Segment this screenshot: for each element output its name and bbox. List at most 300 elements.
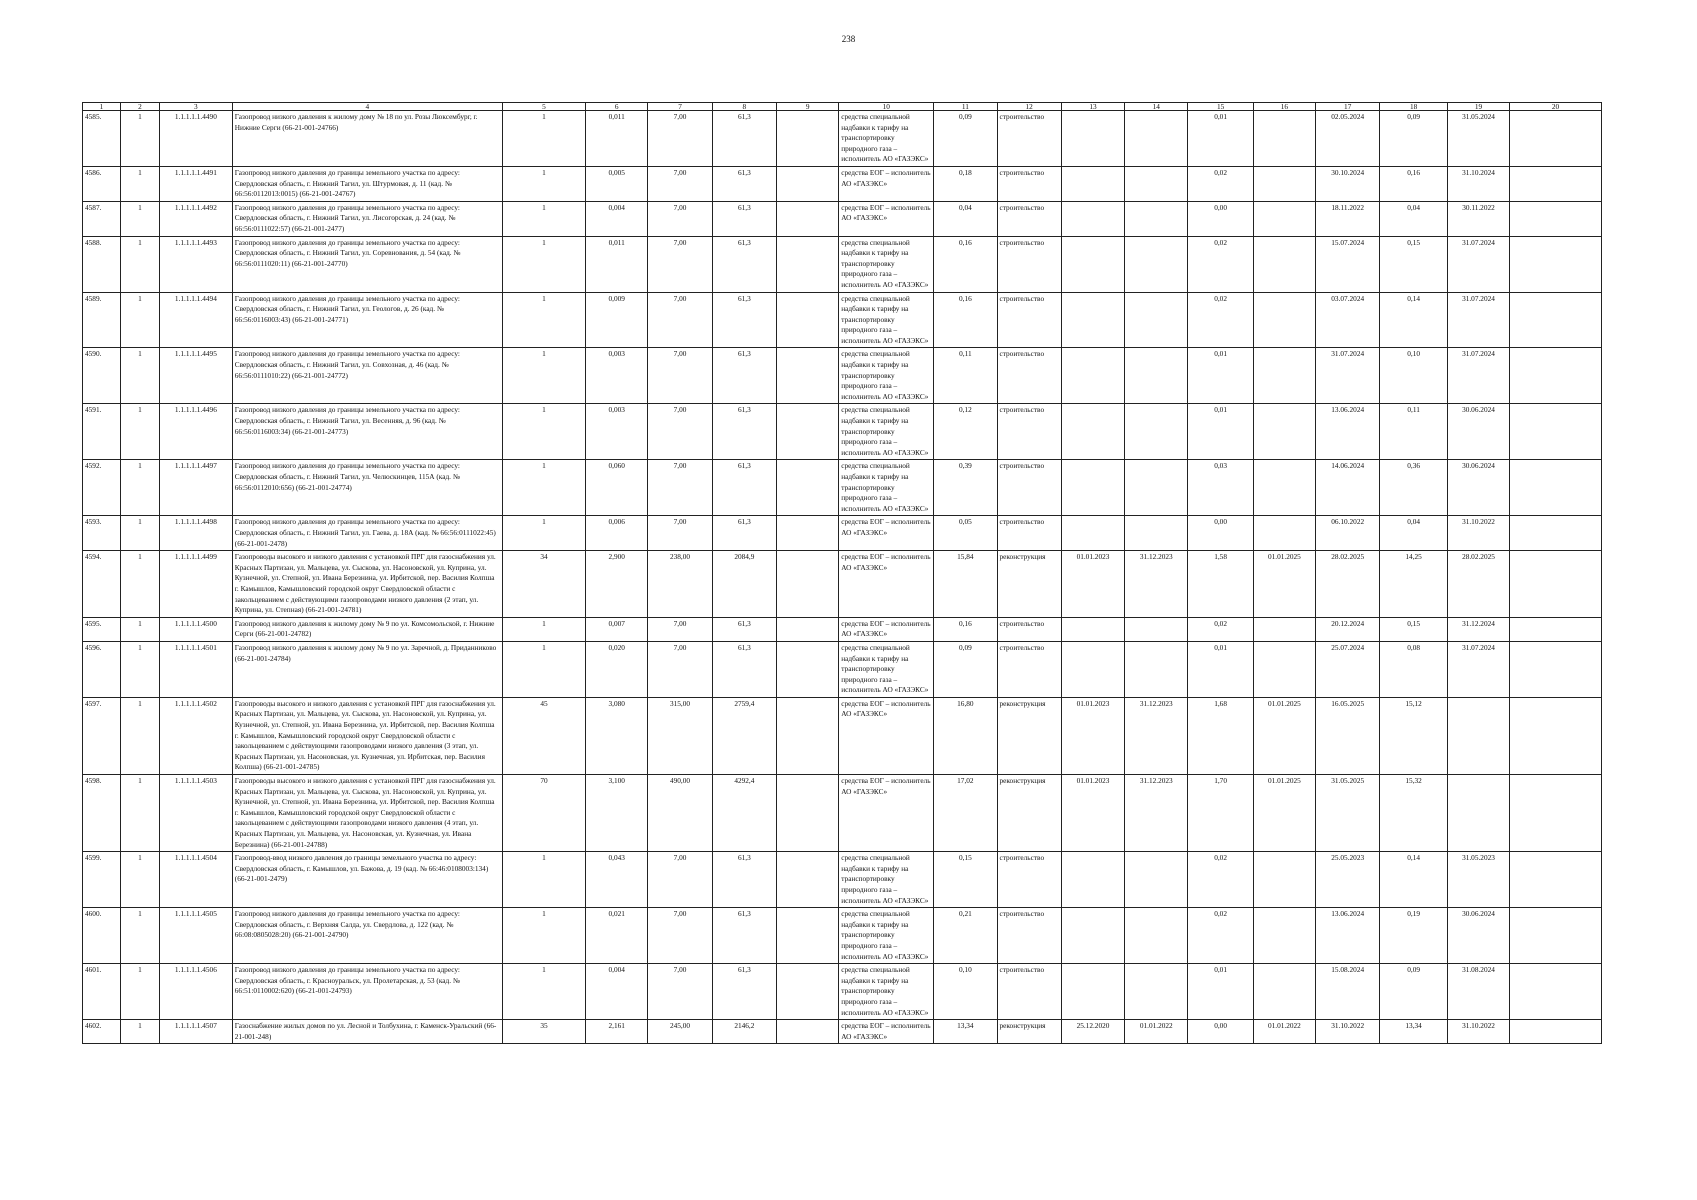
cell-source: средства специальной надбавки к тарифу на транспортировку природного газа – исполнитель АО «ГАЗЭКС» [839, 641, 934, 697]
cell-c15: 0,01 [1188, 404, 1253, 460]
cell-c15: 0,02 [1188, 292, 1253, 348]
cell-no: 4600. [83, 908, 121, 964]
cell-c18: 0,09 [1380, 964, 1448, 1020]
cell-c13 [1061, 348, 1124, 404]
column-header-18: 18 [1380, 103, 1448, 111]
cell-c9 [777, 697, 839, 774]
cell-c8: 2759,4 [712, 697, 776, 774]
cell-c5: 70 [502, 775, 585, 852]
cell-c2: 1 [120, 551, 159, 618]
page-number: 238 [841, 34, 856, 44]
cell-c5: 1 [502, 292, 585, 348]
cell-source: средства ЕОГ – исполнитель АО «ГАЗЭКС» [839, 775, 934, 852]
cell-c16 [1253, 236, 1315, 292]
cell-name: Газопровод низкого давления до границы земельного участка по адресу: Свердловская область, г. Нижний Тагил, ул. Соревнования, д. 54 (кад. № 66:56:0111020:11) (66-21-001-24770) [232, 236, 502, 292]
cell-c19: 31.05.2023 [1447, 852, 1509, 908]
table-row [83, 641, 1602, 697]
cell-c9 [777, 404, 839, 460]
table-row [83, 516, 1602, 551]
cell-c15: 0,00 [1188, 1020, 1253, 1044]
column-header-3: 3 [159, 103, 232, 111]
cell-name: Газопровод низкого давления до границы земельного участка по адресу: Свердловская область, г. Нижний Тагил, ул. Весенняя, д. 96 (кад. № 66:56:0116003:34) (66-21-001-24773) [232, 404, 502, 460]
cell-source: средства ЕОГ – исполнитель АО «ГАЗЭКС» [839, 201, 934, 236]
cell-c17: 15.07.2024 [1316, 236, 1380, 292]
cell-type: строительство [997, 852, 1061, 908]
cell-c5: 1 [502, 460, 585, 516]
cell-c6: 0,009 [586, 292, 648, 348]
column-header-11: 11 [934, 103, 997, 111]
cell-c7: 490,00 [648, 775, 712, 852]
cell-no: 4593. [83, 516, 121, 551]
cell-c18: 0,19 [1380, 908, 1448, 964]
cell-c2: 1 [120, 516, 159, 551]
cell-c14 [1125, 166, 1188, 201]
cell-c11: 0,39 [934, 460, 997, 516]
cell-c9 [777, 775, 839, 852]
column-header-1: 1 [83, 103, 121, 111]
cell-c17: 02.05.2024 [1316, 111, 1380, 167]
cell-name: Газопровод низкого давления до границы земельного участка по адресу: Свердловская область, г. Нижний Тагил, ул. Штурмовая, д. 11 (кад. № 66:56:0112013:0015) (66-21-001-24767) [232, 166, 502, 201]
cell-c18: 0,14 [1380, 852, 1448, 908]
cell-c8: 61,3 [712, 964, 776, 1020]
column-header-2: 2 [120, 103, 159, 111]
cell-c19: 31.12.2024 [1447, 617, 1509, 641]
cell-c7: 7,00 [648, 617, 712, 641]
cell-c11: 0,16 [934, 617, 997, 641]
cell-c15: 0,02 [1188, 852, 1253, 908]
cell-c7: 7,00 [648, 516, 712, 551]
cell-c18: 13,34 [1380, 1020, 1448, 1044]
cell-c14 [1125, 111, 1188, 167]
cell-c13 [1061, 516, 1124, 551]
table-body [83, 111, 1602, 1044]
cell-type: строительство [997, 292, 1061, 348]
cell-c11: 0,18 [934, 166, 997, 201]
table-row [83, 348, 1602, 404]
cell-code: 1.1.1.1.1.4496 [159, 404, 232, 460]
table-row [83, 697, 1602, 774]
cell-source: средства специальной надбавки к тарифу на транспортировку природного газа – исполнитель АО «ГАЗЭКС» [839, 852, 934, 908]
cell-c15: 0,00 [1188, 201, 1253, 236]
cell-c20 [1510, 641, 1602, 697]
cell-code: 1.1.1.1.1.4502 [159, 697, 232, 774]
cell-no: 4588. [83, 236, 121, 292]
cell-c18: 14,25 [1380, 551, 1448, 618]
cell-c17: 15.08.2024 [1316, 964, 1380, 1020]
cell-c11: 0,09 [934, 111, 997, 167]
cell-no: 4597. [83, 697, 121, 774]
cell-c9 [777, 964, 839, 1020]
cell-c5: 1 [502, 348, 585, 404]
cell-c7: 7,00 [648, 236, 712, 292]
investment-table [82, 102, 1602, 1044]
cell-c13 [1061, 404, 1124, 460]
cell-c20 [1510, 852, 1602, 908]
table-row [83, 617, 1602, 641]
cell-c16: 01.01.2025 [1253, 551, 1315, 618]
cell-c14 [1125, 516, 1188, 551]
table-row [83, 166, 1602, 201]
cell-c6: 2,161 [586, 1020, 648, 1044]
cell-source: средства ЕОГ – исполнитель АО «ГАЗЭКС» [839, 516, 934, 551]
cell-c2: 1 [120, 852, 159, 908]
cell-c5: 45 [502, 697, 585, 774]
cell-c18: 0,04 [1380, 516, 1448, 551]
column-header-9: 9 [777, 103, 839, 111]
cell-c7: 7,00 [648, 166, 712, 201]
cell-type: строительство [997, 404, 1061, 460]
cell-type: строительство [997, 641, 1061, 697]
cell-c9 [777, 236, 839, 292]
cell-c14 [1125, 348, 1188, 404]
cell-c18: 0,11 [1380, 404, 1448, 460]
cell-c17: 25.05.2023 [1316, 852, 1380, 908]
cell-name: Газопровод низкого давления к жилому дому № 18 по ул. Розы Люксембург, г. Нижние Серги (66-21-001-24766) [232, 111, 502, 167]
cell-c5: 1 [502, 964, 585, 1020]
cell-c20 [1510, 1020, 1602, 1044]
cell-c13: 25.12.2020 [1061, 1020, 1124, 1044]
cell-c19: 28.02.2025 [1447, 551, 1509, 618]
cell-c8: 61,3 [712, 201, 776, 236]
cell-c20 [1510, 201, 1602, 236]
cell-c8: 61,3 [712, 516, 776, 551]
cell-source: средства специальной надбавки к тарифу на транспортировку природного газа – исполнитель АО «ГАЗЭКС» [839, 292, 934, 348]
table-row [83, 908, 1602, 964]
cell-c20 [1510, 236, 1602, 292]
cell-c19: 31.05.2024 [1447, 111, 1509, 167]
cell-c14 [1125, 460, 1188, 516]
cell-c15: 0,02 [1188, 236, 1253, 292]
cell-c20 [1510, 697, 1602, 774]
cell-c7: 7,00 [648, 348, 712, 404]
cell-c15: 0,01 [1188, 111, 1253, 167]
cell-code: 1.1.1.1.1.4500 [159, 617, 232, 641]
cell-c7: 7,00 [648, 292, 712, 348]
cell-c14: 31.12.2023 [1125, 775, 1188, 852]
cell-c17: 20.12.2024 [1316, 617, 1380, 641]
cell-c18: 15,12 [1380, 697, 1448, 774]
cell-c19: 30.06.2024 [1447, 908, 1509, 964]
cell-c13 [1061, 460, 1124, 516]
cell-c5: 1 [502, 201, 585, 236]
cell-c19: 31.07.2024 [1447, 236, 1509, 292]
cell-no: 4596. [83, 641, 121, 697]
cell-c8: 61,3 [712, 236, 776, 292]
cell-c16: 01.01.2022 [1253, 1020, 1315, 1044]
cell-c7: 7,00 [648, 460, 712, 516]
cell-c17: 25.07.2024 [1316, 641, 1380, 697]
cell-code: 1.1.1.1.1.4495 [159, 348, 232, 404]
cell-c2: 1 [120, 697, 159, 774]
cell-c15: 0,00 [1188, 516, 1253, 551]
cell-c15: 0,01 [1188, 641, 1253, 697]
cell-c18: 0,14 [1380, 292, 1448, 348]
cell-c15: 0,02 [1188, 166, 1253, 201]
column-header-19: 19 [1447, 103, 1509, 111]
cell-c17: 30.10.2024 [1316, 166, 1380, 201]
cell-c5: 1 [502, 516, 585, 551]
cell-c20 [1510, 516, 1602, 551]
cell-c13 [1061, 111, 1124, 167]
cell-c7: 238,00 [648, 551, 712, 618]
cell-c2: 1 [120, 348, 159, 404]
cell-name: Газоснабжение жилых домов по ул. Лесной и Толбухина, г. Каменск-Уральский (66-21-001-248) [232, 1020, 502, 1044]
cell-c11: 0,11 [934, 348, 997, 404]
cell-c2: 1 [120, 908, 159, 964]
cell-c16 [1253, 201, 1315, 236]
table-row [83, 404, 1602, 460]
cell-c14 [1125, 404, 1188, 460]
cell-c7: 7,00 [648, 111, 712, 167]
table-row [83, 852, 1602, 908]
cell-c18: 0,16 [1380, 166, 1448, 201]
cell-c2: 1 [120, 404, 159, 460]
cell-c11: 17,02 [934, 775, 997, 852]
table-row [83, 551, 1602, 618]
cell-c8: 61,3 [712, 641, 776, 697]
header-row [83, 103, 1602, 111]
cell-code: 1.1.1.1.1.4497 [159, 460, 232, 516]
cell-c14 [1125, 201, 1188, 236]
cell-c17: 31.10.2022 [1316, 1020, 1380, 1044]
cell-c9 [777, 201, 839, 236]
cell-c9 [777, 292, 839, 348]
cell-type: строительство [997, 617, 1061, 641]
cell-c15: 0,01 [1188, 348, 1253, 404]
cell-type: строительство [997, 201, 1061, 236]
cell-c13 [1061, 166, 1124, 201]
cell-no: 4592. [83, 460, 121, 516]
cell-c19: 31.10.2024 [1447, 166, 1509, 201]
cell-c11: 0,21 [934, 908, 997, 964]
cell-c7: 7,00 [648, 908, 712, 964]
cell-c19: 31.07.2024 [1447, 348, 1509, 404]
cell-c6: 3,100 [586, 775, 648, 852]
cell-c20 [1510, 964, 1602, 1020]
cell-c5: 1 [502, 166, 585, 201]
cell-c18: 0,09 [1380, 111, 1448, 167]
cell-c20 [1510, 775, 1602, 852]
cell-c13 [1061, 641, 1124, 697]
cell-code: 1.1.1.1.1.4499 [159, 551, 232, 618]
cell-no: 4595. [83, 617, 121, 641]
cell-type: строительство [997, 166, 1061, 201]
cell-c16 [1253, 908, 1315, 964]
cell-name: Газопровод низкого давления к жилому дому № 9 по ул. Заречной, д. Приданниково (66-21-001-24784) [232, 641, 502, 697]
table-row [83, 964, 1602, 1020]
cell-c17: 13.06.2024 [1316, 404, 1380, 460]
cell-c17: 18.11.2022 [1316, 201, 1380, 236]
cell-c6: 0,003 [586, 404, 648, 460]
cell-c16 [1253, 964, 1315, 1020]
cell-c2: 1 [120, 775, 159, 852]
cell-type: реконструкция [997, 775, 1061, 852]
cell-code: 1.1.1.1.1.4506 [159, 964, 232, 1020]
cell-c15: 1,68 [1188, 697, 1253, 774]
cell-name: Газопровод низкого давления к жилому дому № 9 по ул. Комсомольской, г. Нижние Серги (66-21-001-24782) [232, 617, 502, 641]
cell-c13 [1061, 236, 1124, 292]
cell-c20 [1510, 404, 1602, 460]
cell-no: 4602. [83, 1020, 121, 1044]
cell-c15: 0,01 [1188, 964, 1253, 1020]
cell-c7: 7,00 [648, 201, 712, 236]
cell-c6: 0,004 [586, 201, 648, 236]
column-header-17: 17 [1316, 103, 1380, 111]
cell-c16: 01.01.2025 [1253, 697, 1315, 774]
cell-name: Газопровод низкого давления до границы земельного участка по адресу: Свердловская область, г. Верхняя Салда, ул. Свердлова, д. 122 (кад. № 66:08:0805028:20) (66-21-001-24790) [232, 908, 502, 964]
column-header-14: 14 [1125, 103, 1188, 111]
cell-type: реконструкция [997, 1020, 1061, 1044]
cell-c5: 1 [502, 236, 585, 292]
cell-c17: 31.07.2024 [1316, 348, 1380, 404]
cell-type: строительство [997, 908, 1061, 964]
cell-c16 [1253, 404, 1315, 460]
cell-no: 4599. [83, 852, 121, 908]
cell-c5: 1 [502, 641, 585, 697]
cell-c8: 61,3 [712, 460, 776, 516]
cell-c16 [1253, 292, 1315, 348]
cell-c5: 1 [502, 617, 585, 641]
cell-source: средства ЕОГ – исполнитель АО «ГАЗЭКС» [839, 166, 934, 201]
cell-c17: 31.05.2025 [1316, 775, 1380, 852]
cell-c11: 0,12 [934, 404, 997, 460]
cell-c17: 28.02.2025 [1316, 551, 1380, 618]
cell-c9 [777, 908, 839, 964]
cell-c8: 61,3 [712, 292, 776, 348]
cell-c15: 1,70 [1188, 775, 1253, 852]
cell-type: реконструкция [997, 697, 1061, 774]
cell-c17: 06.10.2022 [1316, 516, 1380, 551]
table-row [83, 111, 1602, 167]
cell-c19: 31.10.2022 [1447, 1020, 1509, 1044]
cell-c2: 1 [120, 292, 159, 348]
cell-no: 4585. [83, 111, 121, 167]
cell-name: Газопровод низкого давления до границы земельного участка по адресу: Свердловская область, г. Нижний Тагил, ул. Челюскинцев, 115А (кад. № 66:56:0112010:656) (66-21-001-24774) [232, 460, 502, 516]
cell-c16 [1253, 460, 1315, 516]
cell-c13 [1061, 908, 1124, 964]
cell-code: 1.1.1.1.1.4503 [159, 775, 232, 852]
cell-c14 [1125, 641, 1188, 697]
cell-c14 [1125, 908, 1188, 964]
cell-name: Газопроводы высокого и низкого давления с установкой ПРГ для газоснабжения ул. Красных Партизан, ул. Мальцева, ул. Сыскова, ул. Насоновской, ул. Куприна, ул. Кузнечной, ул. Степной, ул. Ивана Березнина, ул. Ирбитской, пер. Василия Колпша г. Камышлов, Камышловский городской округ Свердловской области с закольцеванием с действующими газопроводами низкого давления (4 этап, ул. Красных Партизан, ул. Мальцева, ул. Насоновская, ул. Кузнечная, ул. Ивана Березнина) (66-21-001-24788) [232, 775, 502, 852]
cell-c19: 31.10.2022 [1447, 516, 1509, 551]
cell-code: 1.1.1.1.1.4498 [159, 516, 232, 551]
cell-c9 [777, 111, 839, 167]
cell-c6: 0,004 [586, 964, 648, 1020]
cell-c14: 31.12.2023 [1125, 551, 1188, 618]
cell-no: 4594. [83, 551, 121, 618]
cell-c9 [777, 617, 839, 641]
cell-c17: 16.05.2025 [1316, 697, 1380, 774]
cell-no: 4589. [83, 292, 121, 348]
cell-c14: 01.01.2022 [1125, 1020, 1188, 1044]
cell-c20 [1510, 551, 1602, 618]
column-header-13: 13 [1061, 103, 1124, 111]
cell-c9 [777, 852, 839, 908]
cell-c13: 01.01.2023 [1061, 551, 1124, 618]
cell-source: средства ЕОГ – исполнитель АО «ГАЗЭКС» [839, 617, 934, 641]
cell-c17: 13.06.2024 [1316, 908, 1380, 964]
cell-name: Газопровод-ввод низкого давления до границы земельного участка по адресу: Свердловская область, г. Камышлов, ул. Бажова, д. 19 (кад. № 66:46:0108003:134) (66-21-001-2479) [232, 852, 502, 908]
cell-c18: 0,15 [1380, 617, 1448, 641]
cell-c5: 1 [502, 404, 585, 460]
cell-c9 [777, 516, 839, 551]
cell-c13 [1061, 292, 1124, 348]
cell-name: Газопроводы высокого и низкого давления с установкой ПРГ для газоснабжения ул. Красных Партизан, ул. Мальцева, ул. Сыскова, ул. Насоновской, ул. Куприна, ул. Кузнечной, ул. Степной, ул. Ивана Березнина, ул. Ирбитской, пер. Василия Колпша г. Камышлов, Камышловский городской округ Свердловской области с закольцеванием с действующими газопроводами низкого давления (2 этап, ул. Куприна, ул. Степная) (66-21-001-24781) [232, 551, 502, 618]
cell-type: строительство [997, 348, 1061, 404]
cell-c19: 30.06.2024 [1447, 404, 1509, 460]
cell-c14 [1125, 852, 1188, 908]
cell-c8: 61,3 [712, 111, 776, 167]
cell-c15: 0,02 [1188, 617, 1253, 641]
cell-c19 [1447, 775, 1509, 852]
cell-c2: 1 [120, 460, 159, 516]
cell-c6: 0,020 [586, 641, 648, 697]
cell-c14 [1125, 964, 1188, 1020]
cell-code: 1.1.1.1.1.4493 [159, 236, 232, 292]
cell-c20 [1510, 617, 1602, 641]
cell-c13 [1061, 852, 1124, 908]
cell-type: строительство [997, 460, 1061, 516]
cell-no: 4590. [83, 348, 121, 404]
table-row [83, 775, 1602, 852]
column-header-7: 7 [648, 103, 712, 111]
cell-c13 [1061, 617, 1124, 641]
cell-c7: 315,00 [648, 697, 712, 774]
cell-source: средства ЕОГ – исполнитель АО «ГАЗЭКС» [839, 551, 934, 618]
column-header-4: 4 [232, 103, 502, 111]
cell-c2: 1 [120, 236, 159, 292]
cell-c9 [777, 551, 839, 618]
cell-source: средства специальной надбавки к тарифу на транспортировку природного газа – исполнитель АО «ГАЗЭКС» [839, 460, 934, 516]
cell-code: 1.1.1.1.1.4504 [159, 852, 232, 908]
cell-c5: 34 [502, 551, 585, 618]
cell-source: средства специальной надбавки к тарифу на транспортировку природного газа – исполнитель АО «ГАЗЭКС» [839, 964, 934, 1020]
cell-code: 1.1.1.1.1.4491 [159, 166, 232, 201]
column-header-20: 20 [1510, 103, 1602, 111]
cell-c14 [1125, 617, 1188, 641]
column-header-15: 15 [1188, 103, 1253, 111]
cell-no: 4587. [83, 201, 121, 236]
cell-c2: 1 [120, 641, 159, 697]
cell-c9 [777, 641, 839, 697]
cell-c6: 0,043 [586, 852, 648, 908]
cell-c20 [1510, 908, 1602, 964]
cell-no: 4601. [83, 964, 121, 1020]
cell-c20 [1510, 166, 1602, 201]
table-row [83, 292, 1602, 348]
cell-c19: 31.08.2024 [1447, 964, 1509, 1020]
cell-c7: 7,00 [648, 641, 712, 697]
cell-c14: 31.12.2023 [1125, 697, 1188, 774]
cell-c8: 61,3 [712, 852, 776, 908]
cell-source: средства специальной надбавки к тарифу на транспортировку природного газа – исполнитель АО «ГАЗЭКС» [839, 236, 934, 292]
column-header-5: 5 [502, 103, 585, 111]
cell-type: строительство [997, 111, 1061, 167]
cell-c2: 1 [120, 617, 159, 641]
cell-c18: 0,08 [1380, 641, 1448, 697]
cell-c6: 3,080 [586, 697, 648, 774]
cell-c8: 61,3 [712, 617, 776, 641]
cell-c6: 0,006 [586, 516, 648, 551]
cell-c18: 15,32 [1380, 775, 1448, 852]
cell-c8: 61,3 [712, 166, 776, 201]
cell-no: 4598. [83, 775, 121, 852]
cell-c6: 0,007 [586, 617, 648, 641]
table-row [83, 1020, 1602, 1044]
cell-source: средства специальной надбавки к тарифу на транспортировку природного газа – исполнитель АО «ГАЗЭКС» [839, 404, 934, 460]
cell-no: 4591. [83, 404, 121, 460]
